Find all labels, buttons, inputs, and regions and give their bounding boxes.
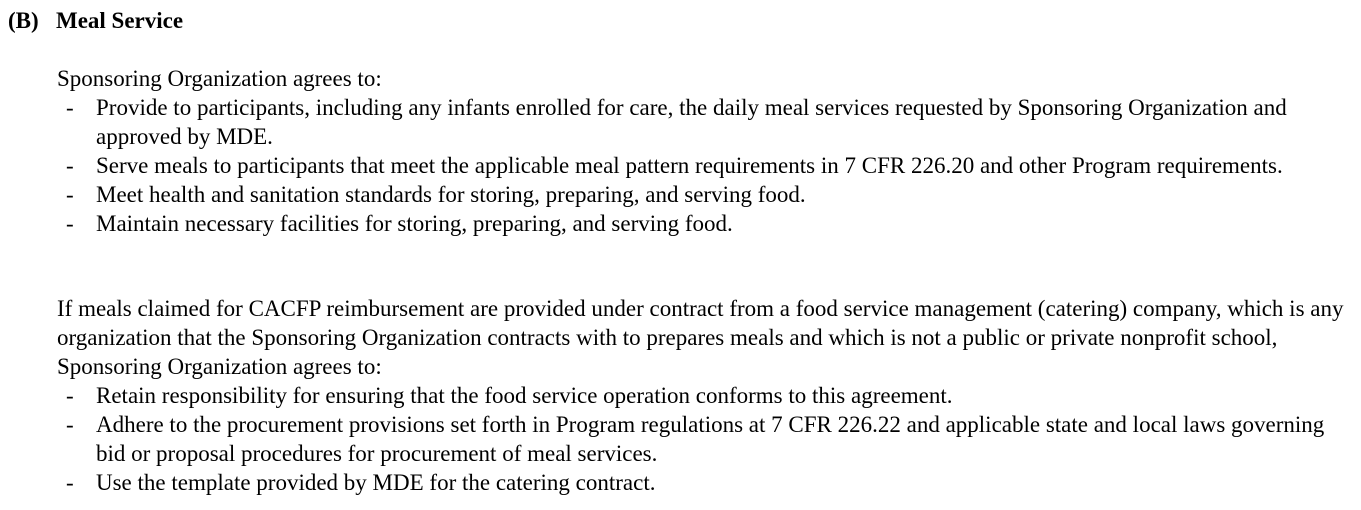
dash-bullet: - [66,383,74,408]
list-item-text: Retain responsibility for ensuring that the food service operation conforms to this agreement. [96,383,953,408]
requirements-list [57,93,1357,238]
dash-bullet: - [66,153,74,178]
list-item-text: Serve meals to participants that meet the applicable meal pattern requirements in 7 CFR 226.20 and other Program requirements. [96,153,1283,178]
agreement-block-catering [57,294,1357,497]
list-item [57,410,1357,468]
list-item [57,180,1357,209]
list-item-text: Use the template provided by MDE for the catering contract. [96,470,656,495]
dash-bullet: - [66,412,74,437]
catering-requirements-list [57,381,1357,497]
dash-bullet: - [66,182,74,207]
dash-bullet: - [66,470,74,495]
block-intro: Sponsoring Organization agrees to: [57,66,382,91]
list-item-text: Meet health and sanitation standards for storing, preparing, and serving food. [96,182,806,207]
list-item [57,93,1357,151]
section-title: Meal Service [56,8,184,33]
list-item-text: Adhere to the procurement provisions set forth in Program regulations at 7 CFR 226.22 and applicable state and local laws governing bid or proposal procedures for procurement of meal services. [96,412,1325,466]
dash-bullet: - [66,211,74,236]
section-number: (B) [8,8,39,33]
list-item [57,468,1357,497]
agreement-block-general [57,64,1357,238]
block-intro: If meals claimed for CACFP reimbursement are provided under contract from a food service management (catering) company, which is any organization that the Sponsoring Organization contracts with to prepares meals and which is not a public or private nonprofit school, Sponsoring Organization agrees to: [57,296,1344,379]
list-item-text: Provide to participants, including any infants enrolled for care, the daily meal services requested by Sponsoring Organization and approved by MDE. [96,95,1287,149]
list-item-text: Maintain necessary facilities for storing, preparing, and serving food. [96,211,733,236]
dash-bullet: - [66,95,74,120]
list-item [57,381,1357,410]
section-heading [8,6,183,35]
list-item [57,209,1357,238]
list-item [57,151,1357,180]
